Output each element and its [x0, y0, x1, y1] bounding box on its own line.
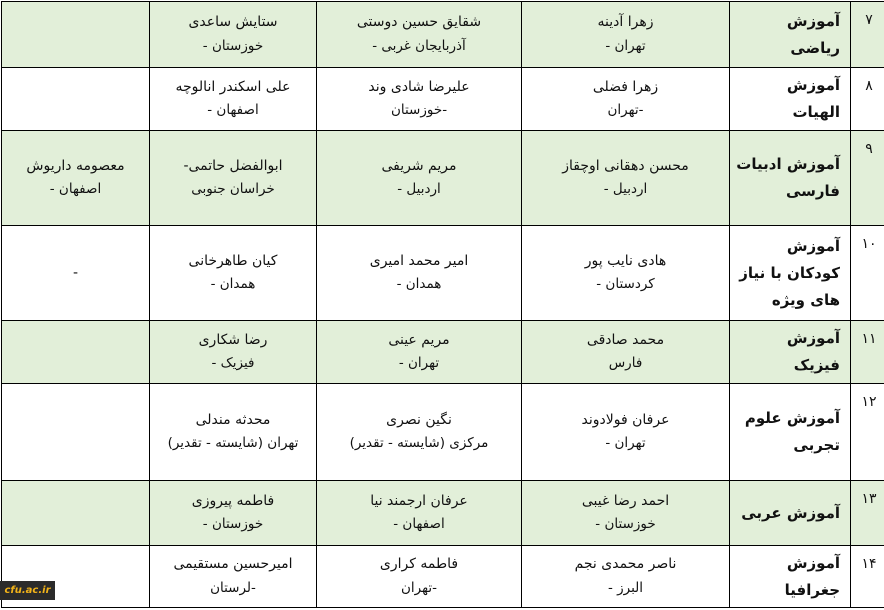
table-row [2, 131, 884, 226]
winner-cell [150, 481, 317, 546]
winner-province: -لرستان [210, 579, 256, 596]
winner-province: تهران - [605, 435, 646, 452]
winner-cell [2, 384, 150, 481]
winner-province: اردبیل - [603, 181, 648, 198]
winner-cell [522, 2, 730, 68]
subject-cell: آموزش علوم تجربی [730, 384, 851, 481]
winner-cell [522, 384, 730, 481]
subject-cell: آموزش الهیات [730, 68, 851, 131]
winner-province: -خوزستان [390, 102, 448, 119]
table-row [2, 546, 884, 608]
subject-cell: آموزش فیزیک [730, 321, 851, 384]
winner-name: محسن دهقانی اوچقاز [562, 157, 689, 174]
subject-cell: آموزش ادبیات فارسی [730, 131, 851, 226]
winner-province: خوزستان - [595, 516, 656, 533]
winner-province: کردستان - [596, 276, 655, 293]
winner-cell [317, 2, 522, 68]
winner-province: تهران - [398, 355, 440, 372]
winner-province: فارس [608, 355, 643, 372]
winner-cell [317, 68, 522, 131]
winner-province: البرز - [607, 579, 644, 596]
winners-table [1, 1, 884, 608]
winner-province: اصفهان - [393, 516, 445, 533]
row-number: ۱۲ [851, 384, 884, 481]
winner-name: هادی نایب پور [584, 252, 667, 269]
winner-name: ناصر محمدی نجم [574, 556, 677, 573]
winner-name: فاطمه کراری [379, 556, 459, 573]
winner-name: کیان طاهرخانی [188, 252, 278, 269]
winner-cell [150, 321, 317, 384]
table-row [2, 321, 884, 384]
winner-name: زهرا فضلی [592, 78, 659, 95]
table-row [2, 481, 884, 546]
winner-province: تهران (شایسته - تقدیر) [167, 435, 299, 452]
row-number: ۱۰ [851, 226, 884, 321]
winner-cell [317, 481, 522, 546]
winner-cell [317, 321, 522, 384]
winner-province: خوزستان - [202, 37, 264, 54]
winner-name: عرفان ارجمند نیا [370, 492, 468, 509]
winner-name: امیرحسین مستقیمی [173, 556, 293, 573]
winner-cell [522, 546, 730, 608]
winner-name: زهرا آدینه [597, 14, 654, 31]
winner-name: علی اسکندر انالوچه [175, 78, 291, 95]
row-number: ۱۴ [851, 546, 884, 608]
subject-cell: آموزش عربی [730, 481, 851, 546]
winner-cell [317, 226, 522, 321]
winner-cell [522, 68, 730, 131]
winner-province: -تهران [607, 102, 644, 119]
winner-province: اصفهان - [207, 102, 259, 119]
winner-province: خراسان جنوبی [191, 181, 275, 198]
winner-cell [150, 226, 317, 321]
winner-province: -تهران [401, 579, 437, 596]
winner-name: - [72, 264, 79, 281]
subject-cell: آموزش کودکان با نیاز های ویژه [730, 226, 851, 321]
winner-province: تهران - [605, 37, 646, 54]
winner-cell [2, 68, 150, 131]
winner-province: فیزیک - [211, 355, 255, 372]
winner-name: عرفان فولادوند [581, 411, 670, 428]
winner-cell [317, 131, 522, 226]
winner-cell [150, 2, 317, 68]
winner-cell [2, 226, 150, 321]
row-number: ۱۱ [851, 321, 884, 384]
winner-cell [317, 384, 522, 481]
winner-name: محمد صادقی [586, 331, 665, 348]
table-row [2, 2, 884, 68]
winner-cell [2, 2, 150, 68]
winner-name: رضا شکاری [198, 331, 268, 348]
winner-name: علیرضا شادی وند [368, 78, 470, 95]
winner-cell [522, 226, 730, 321]
winner-name: فاطمه پیروزی [191, 492, 275, 509]
winner-name: ستایش ساعدی [188, 14, 278, 31]
winner-cell [2, 131, 150, 226]
winner-province: همدان - [396, 276, 442, 293]
table-row [2, 226, 884, 321]
winner-cell [522, 321, 730, 384]
winner-name: مریم عینی [388, 331, 450, 348]
winner-cell [522, 481, 730, 546]
subject-cell: آموزش جغرافیا [730, 546, 851, 608]
winner-province: آذربایجان غربی - [372, 37, 466, 54]
row-number: ۸ [851, 68, 884, 131]
winner-name: احمد رضا غیبی [581, 492, 670, 509]
winner-name: معصومه داریوش [26, 157, 125, 174]
row-number: ۹ [851, 131, 884, 226]
winner-name: نگین نصری [386, 411, 452, 428]
winner-province: اردبیل - [397, 181, 441, 198]
winner-province: خوزستان - [202, 516, 264, 533]
winner-cell [150, 384, 317, 481]
winner-cell [150, 131, 317, 226]
row-number: ۷ [851, 2, 884, 68]
winner-province: همدان - [210, 276, 256, 293]
winner-name: ابوالفضل حاتمی- [183, 157, 283, 174]
winner-cell [317, 546, 522, 608]
watermark-logo: cfu.ac.ir [0, 581, 55, 600]
winner-name: محدثه مندلی [195, 411, 271, 428]
table-row [2, 384, 884, 481]
winner-province: اصفهان - [49, 181, 102, 198]
table-row [2, 68, 884, 131]
winner-cell [150, 68, 317, 131]
winner-name: مریم شریفی [381, 157, 457, 174]
winner-name: شقایق حسین دوستی [356, 14, 482, 31]
winner-cell [522, 131, 730, 226]
winner-name: امیر محمد امیری [369, 252, 469, 269]
winner-cell [2, 321, 150, 384]
winner-province: مرکزی (شایسته - تقدیر) [349, 435, 489, 452]
winner-cell [150, 546, 317, 608]
row-number: ۱۳ [851, 481, 884, 546]
subject-cell: آموزش ریاضی [730, 2, 851, 68]
winner-cell [2, 481, 150, 546]
